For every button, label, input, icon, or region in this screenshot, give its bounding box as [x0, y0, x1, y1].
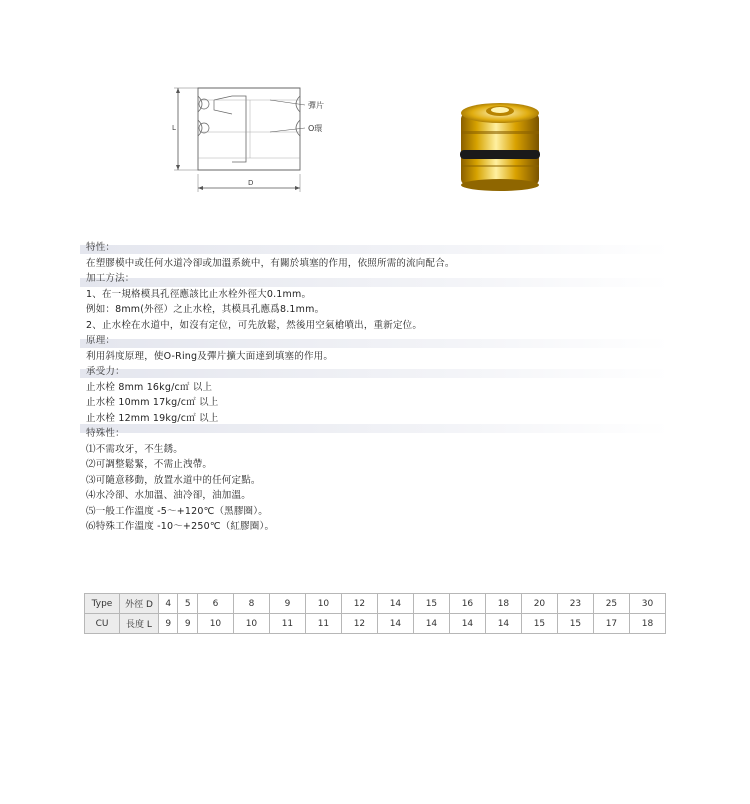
l-cell: 15 — [557, 614, 593, 634]
spring-label: 彈片 — [308, 101, 324, 110]
d-cell: 16 — [449, 594, 485, 614]
description-text — [86, 240, 686, 535]
text-line: ⑴不需攻牙，不生銹。 — [86, 443, 184, 455]
l-cell: 14 — [449, 614, 485, 634]
d-cell: 30 — [629, 594, 665, 614]
d-cell: 25 — [593, 594, 629, 614]
d-cell: 12 — [341, 594, 377, 614]
l-cell: 10 — [233, 614, 269, 634]
l-cell: 17 — [593, 614, 629, 634]
d-cell: 9 — [269, 594, 305, 614]
d-cell: 14 — [377, 594, 413, 614]
product-photo — [455, 95, 545, 195]
l-cell: 11 — [269, 614, 305, 634]
text-line: 止水栓 10mm 17kg/c㎡ 以上 — [86, 397, 219, 408]
d-cell: 10 — [305, 594, 341, 614]
spec-table — [84, 593, 666, 634]
l-cell: 12 — [341, 614, 377, 634]
l-cell: 14 — [413, 614, 449, 634]
dim-length-label: L — [172, 124, 176, 132]
l-cell: 15 — [521, 614, 557, 634]
type-header: Type — [85, 594, 120, 614]
dim-diameter-label: D — [248, 179, 254, 187]
text-line: 1、在一規格模具孔徑應該比止水栓外徑大0.1mm。 — [86, 288, 312, 300]
d-cell: 20 — [521, 594, 557, 614]
d-cell: 23 — [557, 594, 593, 614]
l-cell: 9 — [159, 614, 178, 634]
text-line: 止水栓 8mm 16kg/c㎡ 以上 — [86, 381, 213, 393]
text-line: ⑵可調整鬆緊，不需止洩帶。 — [86, 459, 213, 470]
section-heading: 特性： — [86, 242, 116, 253]
d-cell: 6 — [197, 594, 233, 614]
section-heading: 承受力： — [86, 366, 125, 377]
text-line: 在塑膠模中或任何水道冷卻或加溫系統中，有關於填塞的作用，依照所需的流向配合。 — [86, 257, 455, 269]
table-row — [85, 614, 666, 634]
text-line: ⑹特殊工作溫度 -10～+250℃（紅膠圈）。 — [86, 521, 275, 532]
d-cell: 5 — [178, 594, 197, 614]
d-cell: 4 — [159, 594, 178, 614]
d-cell: 8 — [233, 594, 269, 614]
text-line: 止水栓 12mm 19kg/c㎡ 以上 — [86, 412, 219, 424]
d-cell: 15 — [413, 594, 449, 614]
row-l-label: 長度 L — [120, 614, 159, 634]
text-line: ⑶可隨意移動，放置水道中的任何定點。 — [86, 474, 261, 486]
technical-drawing — [170, 70, 370, 200]
l-cell: 14 — [377, 614, 413, 634]
model-cell: CU — [85, 614, 120, 634]
text-line: 例如：8mm(外徑）之止水栓，其模具孔應爲8.1mm。 — [86, 304, 325, 315]
text-line: 利用斜度原理，使O-Ring及彈片擴大面達到填塞的作用。 — [86, 350, 334, 362]
text-line: ⑸一般工作溫度 -5～+120℃（黑膠圈）。 — [86, 505, 268, 517]
l-cell: 18 — [629, 614, 665, 634]
table-row — [85, 594, 666, 614]
section-heading: 加工方法： — [86, 273, 135, 284]
l-cell: 14 — [485, 614, 521, 634]
section-heading: 特殊性： — [86, 428, 125, 439]
row-d-label: 外徑 D — [120, 594, 159, 614]
l-cell: 9 — [178, 614, 197, 634]
l-cell: 10 — [197, 614, 233, 634]
text-line: 2、止水栓在水道中，如沒有定位，可先放鬆，然後用空氣槍噴出，重新定位。 — [86, 319, 423, 331]
text-line: ⑷水冷卻、水加溫、油冷卻，油加溫。 — [86, 490, 251, 501]
d-cell: 18 — [485, 594, 521, 614]
l-cell: 11 — [305, 614, 341, 634]
section-heading: 原理： — [86, 335, 116, 346]
oring-label: O環 — [308, 124, 323, 133]
